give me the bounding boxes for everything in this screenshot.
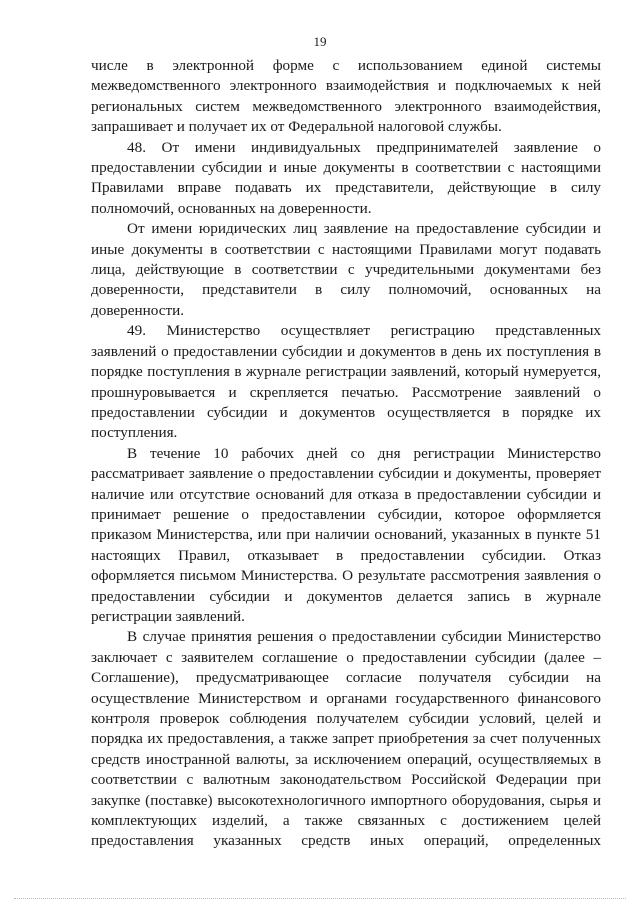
paragraph-continuation: числе в электронной форме с использованием единой системы межведомственного электронного взаимодействия и подключаемых к ней региональных систем межведомственного электронного взаимодействия, запрашивает и получает их от Федеральной налоговой службы. — [91, 57, 601, 136]
paragraph-49: 49. Министерство осуществляет регистрацию представленных заявлений о предоставлении субсидии и документов в день их поступления в порядке поступления в журнале регистрации заявлений, который нумеруется, прошнуровывается и скрепляется печатью. Рассмотрение заявлений о предоставлении субсидии и документов осуществляется в порядке их поступления. — [91, 322, 601, 442]
paragraph-48: 48. От имени индивидуальных предпринимателей заявление о предоставлении субсидии и иные документы в соответствии с настоящими Правилами вправе подавать их представители, действующие в силу полномочий, основанных на доверенности. — [91, 138, 601, 217]
paragraph-agreement: В случае принятия решения о предоставлении субсидии Министерство заключает с заявителем соглашение о предоставлении субсидии (далее – Соглашение), предусматривающее согласие получателя субсидии на осуществление Министерством и органами государственного финансового контроля проверок соблюдения получателем субсидии условий, целей и порядка их предоставления, а также запрет приобретения за счет полученных средств иностранной валюты, за исключением операций, осуществляемых в соответствии с валютным законодательством Российской Федерации при закупке (поставке) высокотехнологичного импортного оборудования, сырья и комплектующих изделий, а также связанных с достижением целей предоставления указанных средств иных операций, определенных — [91, 628, 601, 850]
paragraph-review-period: В течение 10 рабочих дней со дня регистрации Министерство рассматривает заявление о предоставлении субсидии и документы, проверяет наличие или отсутствие оснований для отказа в предоставлении субсидии и принимает решение о предоставлении субсидии, которое оформляется приказом Министерства, или при наличии оснований, указанных в пункте 51 настоящих Правил, отказывает в предоставлении субсидии. Отказ оформляется письмом Министерства. О результате рассмотрения заявления о предоставлении субсидии и документов делается запись в журнале регистрации заявлений. — [91, 444, 601, 625]
page-number: 19 — [313, 34, 327, 49]
scan-edge-divider — [14, 898, 626, 899]
paragraph-legal-entities: От имени юридических лиц заявление на предоставление субсидии и иные документы в соответствии с настоящими Правилами могут подавать лица, действующие в соответствии с учредительными документами без доверенности, представители в силу полномочий, основанных на доверенности. — [91, 220, 601, 319]
document-body — [91, 56, 601, 852]
